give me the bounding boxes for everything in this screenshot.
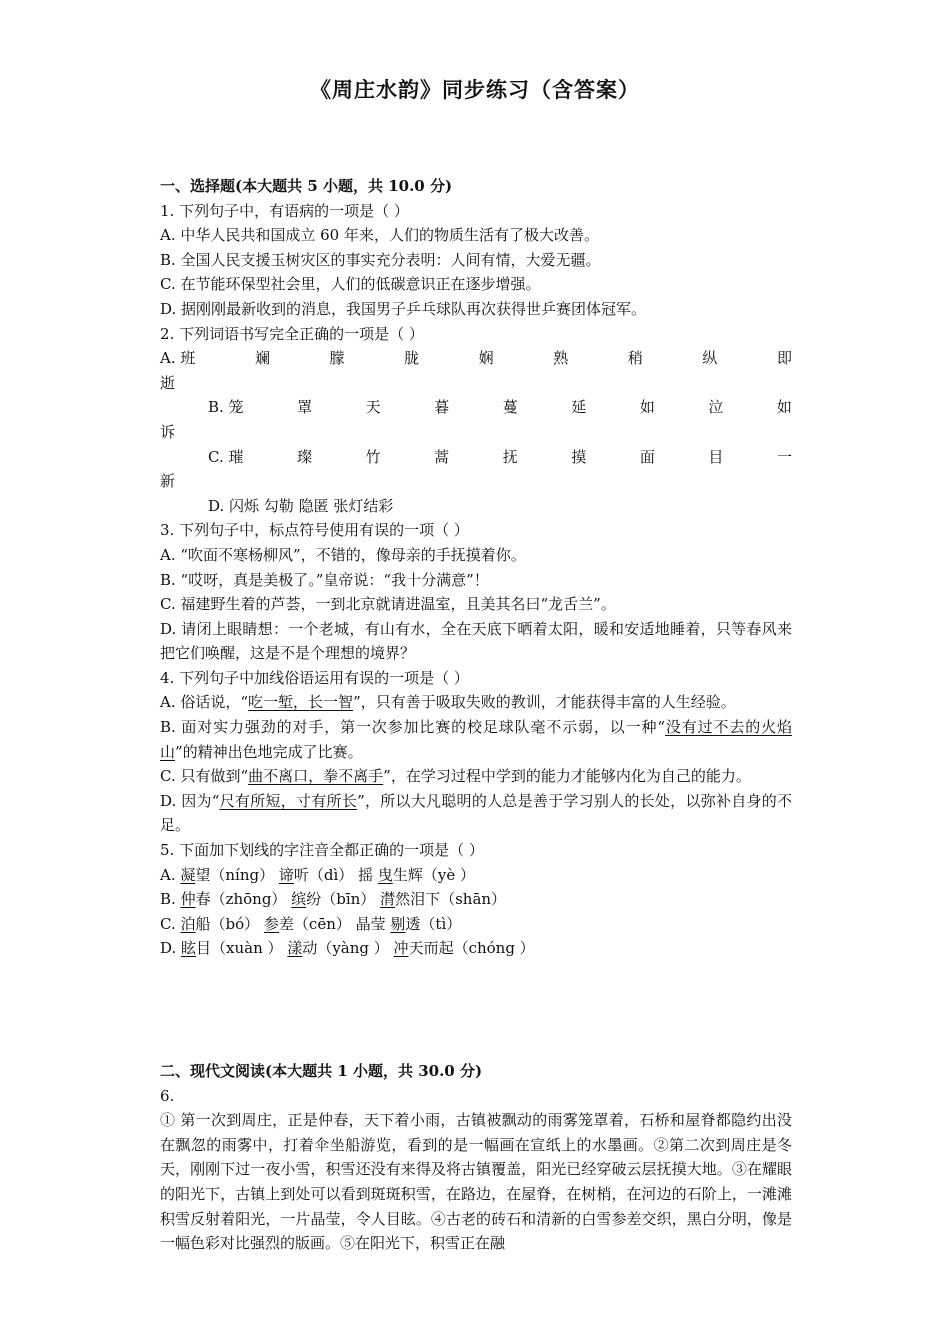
question-5-stem: 5. 下面加下划线的字注音全都正确的一项是（ ） — [160, 841, 484, 860]
q2-token: 蔓 — [502, 398, 518, 417]
q1-option-a: A. 中华人民共和国成立 60 年来，人们的物质生活有了极大改善。 — [160, 226, 599, 245]
q5-text: D. — [160, 939, 182, 958]
q2-token: 泣 — [708, 398, 724, 417]
q3-option-c: C. 福建野生着的芦荟，一到北京就请进温室，且美其名曰“龙舌兰”。 — [160, 595, 616, 614]
q4-d-proverb: 尺有所短，寸有所长 — [219, 791, 358, 810]
q2-token: 天 — [365, 398, 381, 417]
q4-c-pre: C. 只有做到“ — [160, 767, 249, 786]
q2-token: B. 笼 — [208, 398, 244, 417]
question-3-stem: 3. 下列句子中，标点符号使用有误的一项（ ） — [160, 521, 469, 540]
q5-underlined-char: 潸 — [380, 890, 396, 909]
q2-token: 朦 — [329, 349, 345, 368]
q2-option-b — [160, 395, 792, 420]
q5-text: A. — [160, 865, 181, 884]
q4-a-proverb: 吃一堑，长一智 — [248, 693, 354, 712]
q5-option-b — [160, 887, 792, 912]
q2-token: 娴 — [478, 349, 494, 368]
q5-text: 天而起（chóng ） — [408, 939, 535, 958]
q5-text: 差（cēn） 晶莹 — [278, 914, 391, 933]
q1-option-d: D. 据刚刚最新收到的消息，我国男子乒乓球队再次获得世乒赛团体冠军。 — [160, 299, 647, 318]
q2-token: 延 — [571, 398, 587, 417]
q5-underlined-char: 冲 — [393, 939, 409, 958]
q2-token: 熟 — [553, 349, 569, 368]
q5-text: 动（yàng ） — [302, 939, 394, 958]
question-1-stem: 1. 下列句子中，有语病的一项是（ ） — [160, 201, 409, 220]
q5-text: 生辉（yè ） — [392, 865, 475, 884]
q4-option-b — [160, 715, 792, 764]
q5-text: 听（dì） 摇 — [293, 865, 378, 884]
q2-token: 稍 — [627, 349, 643, 368]
q2-option-d: D. 闪烁 勾勒 隐匿 张灯结彩 — [208, 496, 394, 515]
q4-option-a — [160, 690, 792, 715]
q4-b-post: ”的精神出色地完成了比赛。 — [175, 742, 363, 761]
section-heading-reading: 二、现代文阅读(本大题共 1 小题，共 30.0 分) — [160, 1062, 483, 1080]
q4-d-post: ”，所以大凡聪明的人总是善于学习别人的长处，以弥补自身的不足。 — [160, 791, 792, 835]
q2-option-a — [160, 346, 792, 371]
q4-a-post: ”，只有善于吸取失败的教训，才能获得丰富的人生经验。 — [353, 693, 736, 712]
q2-token: 如 — [639, 398, 655, 417]
question-2-stem: 2. 下列词语书写完全正确的一项是（ ） — [160, 324, 424, 343]
q2-token: 蒿 — [434, 447, 450, 466]
q5-text: B. — [160, 890, 181, 909]
q3-option-a: A. “吹面不寒杨柳风”，不错的，像母亲的手抚摸着你。 — [160, 545, 526, 564]
q4-c-post: ”，在学习过程中学到的能力才能够内化为自己的能力。 — [383, 767, 751, 786]
q5-underlined-char: 参 — [263, 914, 279, 933]
q2-token: 斓 — [254, 349, 270, 368]
q2-token: 璨 — [297, 447, 313, 466]
q1-option-b: B. 全国人民支援玉树灾区的事实充分表明：人间有情，大爱无疆。 — [160, 250, 601, 269]
section-heading-choice: 一、选择题(本大题共 5 小题，共 10.0 分) — [160, 177, 453, 195]
q2-option-c — [160, 445, 792, 470]
document-body — [160, 174, 792, 1256]
q5-text: 船（bó） — [195, 914, 264, 933]
q2-option-b-tail: 诉 — [160, 422, 176, 441]
q5-underlined-char: 凝 — [180, 865, 196, 884]
q5-option-c — [160, 912, 792, 937]
q5-underlined-char: 缤 — [291, 890, 307, 909]
q4-b-proverb: 没有过不去的火焰山 — [160, 718, 792, 761]
q2-token: 摸 — [571, 447, 587, 466]
q5-text: 春（zhōng） — [195, 890, 292, 909]
q5-text: 然泪下（shān） — [395, 890, 507, 909]
question-6-number: 6. — [160, 1086, 175, 1105]
question-4-stem: 4. 下列句子中加线俗语运用有误的一项是（ ） — [160, 668, 469, 687]
reading-passage: ① 第一次到周庄，正是仲春，天下着小雨，古镇被飘动的雨雾笼罩着，石桥和屋脊都隐约出没在飘忽的雨雾中，打着伞坐船游览，看到的是一幅画在宣纸上的水墨画。②第二次到周庄是冬天，刚刚下过一夜小雪，积雪还没有来得及将古镇覆盖，阳光已经穿破云层抚摸大地。③在耀眼的阳光下，古镇上到处可以看到斑斑积雪，在路边，在屋脊，在树梢，在河边的石阶上，一滩滩积雪反射着阳光，一片晶莹，令人目眩。④古老的砖石和清新的白雪参差交织，黑白分明，像是一幅色彩对比强烈的版画。⑤在阳光下，积雪正在融 — [160, 1111, 792, 1253]
q4-c-proverb: 曲不离口，拳不离手 — [248, 767, 384, 786]
q4-b-pre: B. 面对实力强劲的对手，第一次参加比赛的校足球队毫不示弱，以一种“ — [160, 718, 666, 737]
q3-option-d: D. 请闭上眼睛想：一个老城，有山有水，全在天底下晒着太阳，暖和安适地睡着，只等春风来把它们唤醒，这是不是个理想的境界？ — [160, 619, 792, 663]
q5-option-d — [160, 936, 792, 961]
q5-text: 透（tì） — [405, 914, 462, 933]
q5-underlined-char: 泊 — [180, 914, 196, 933]
q3-option-b: B. “哎呀，真是美极了。”皇帝说：“我十分满意”！ — [160, 570, 489, 589]
section-spacer — [160, 961, 792, 1059]
q2-token: C. 璀 — [208, 447, 244, 466]
q2-token: 一 — [776, 447, 792, 466]
q2-token: 纵 — [702, 349, 718, 368]
q4-d-pre: D. 因为“ — [160, 791, 220, 810]
q5-text: 望（níng） — [195, 865, 279, 884]
q5-underlined-char: 剔 — [390, 914, 406, 933]
q2-option-c-tail: 新 — [160, 472, 176, 491]
q5-underlined-char: 仲 — [180, 890, 196, 909]
q2-token: 胧 — [404, 349, 420, 368]
q2-token: 竹 — [365, 447, 381, 466]
q2-token: 抚 — [502, 447, 518, 466]
q5-underlined-char: 漾 — [287, 939, 303, 958]
q5-option-a — [160, 863, 792, 888]
page-title: 《周庄水韵》同步练习（含答案） — [310, 77, 640, 102]
q4-option-c — [160, 764, 792, 789]
q5-underlined-char: 眩 — [181, 939, 197, 958]
q2-token: 目 — [708, 447, 724, 466]
q2-token: 罩 — [297, 398, 313, 417]
q2-token: 暮 — [434, 398, 450, 417]
q5-underlined-char: 谛 — [278, 865, 294, 884]
q2-token: 面 — [639, 447, 655, 466]
q4-option-d — [160, 789, 792, 838]
q2-token: 即 — [776, 349, 792, 368]
q5-text: C. — [160, 914, 181, 933]
q2-token: A. 班 — [160, 349, 196, 368]
q2-token: 如 — [776, 398, 792, 417]
q5-underlined-char: 曳 — [377, 865, 393, 884]
q5-text: 目（xuàn ） — [196, 939, 288, 958]
q4-a-pre: A. 俗话说，“ — [160, 693, 249, 712]
q2-option-a-tail: 逝 — [160, 373, 176, 392]
q1-option-c: C. 在节能环保型社会里，人们的低碳意识正在逐步增强。 — [160, 275, 541, 294]
q5-text: 纷（bīn） — [306, 890, 381, 909]
